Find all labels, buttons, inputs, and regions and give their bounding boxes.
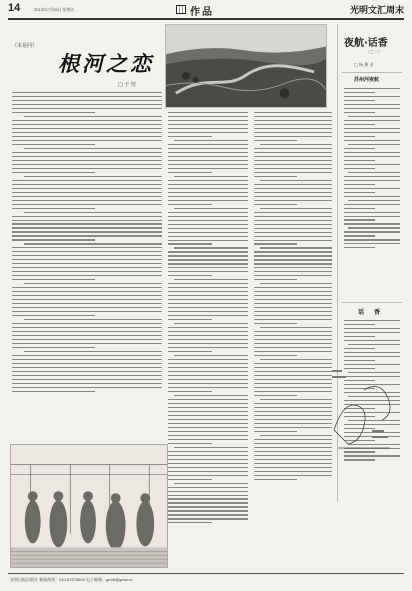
book-icon — [176, 5, 186, 14]
landscape-photo — [165, 24, 327, 108]
page-number: 14 — [8, 2, 21, 14]
article-column-1 — [12, 92, 162, 432]
sidebar-subtitle: （之二） — [366, 49, 382, 54]
footer-info: 光明日报出版社 新闻热线：010-67078800 电子邮箱：gmrb@gmw.cn — [10, 577, 133, 582]
article-category: 《本是同》 — [12, 43, 38, 49]
sidebar-logo: 夜航·话香 — [344, 38, 388, 49]
sidebar-section-heading: 话 香 — [358, 309, 385, 316]
engraving-illustration — [10, 444, 168, 568]
footer-rule — [8, 573, 404, 574]
article-title: 根河之恋 — [58, 51, 154, 76]
page-header — [8, 2, 404, 18]
article-column-2 — [168, 112, 248, 568]
section-title: 作品 — [190, 7, 214, 18]
date-line: 2013年7月26日 星期五 — [34, 7, 75, 12]
article-column-3 — [254, 112, 332, 568]
sidebar-piece-title: 苏州河夜航 — [354, 77, 380, 83]
header-rule — [8, 18, 404, 20]
divider — [342, 72, 402, 73]
divider — [342, 302, 402, 303]
newspaper-name: 光明文汇周末 — [349, 6, 404, 16]
sidebar-poem-1 — [344, 88, 400, 302]
article-author: □ 于 坚 — [118, 82, 136, 88]
sidebar-byline: □ 杨 赛 亚 — [354, 62, 374, 67]
sketch-illustration — [324, 360, 400, 456]
